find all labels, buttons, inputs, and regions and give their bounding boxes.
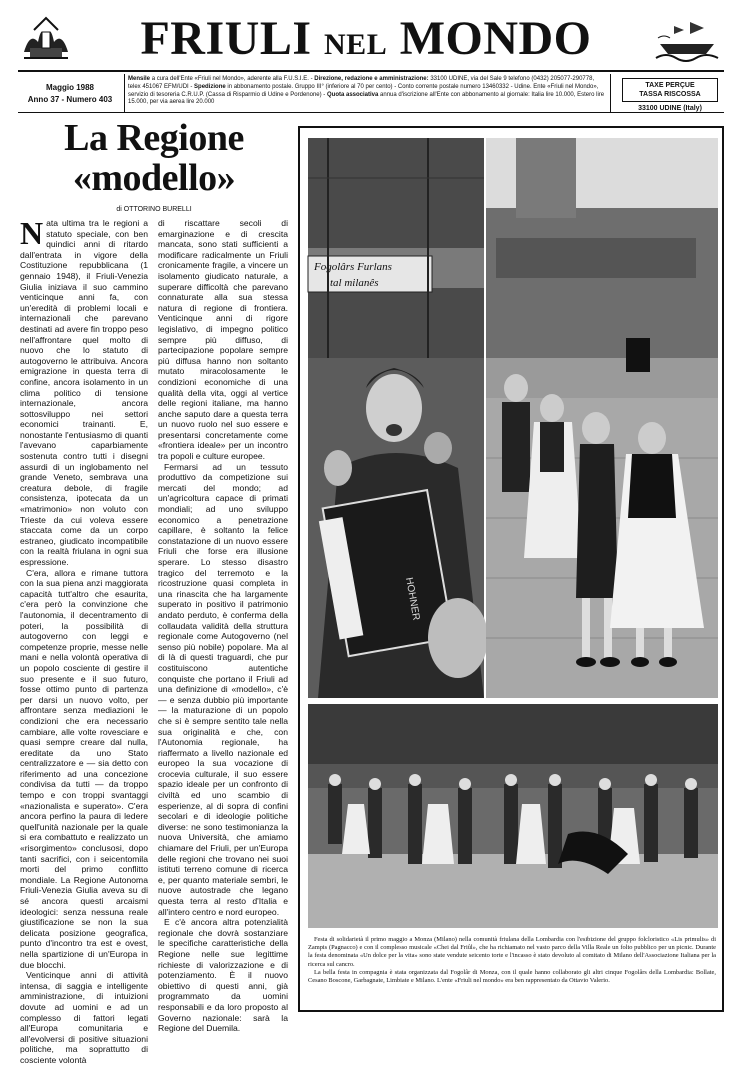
accordion-brand: HOHNER	[403, 576, 422, 622]
postage-city: 33100 UDINE (Italy)	[638, 105, 702, 112]
article-headline: La Regione «modello»	[64, 117, 244, 199]
col2-paragraph-1: di riscattare secoli di emarginazione e di crescita mancata, sono stati sufficienti a modificare radicalmente un Friuli cronicamente fragile, a vincere un isolamento giudicato naturale, a superare difficoltà che parevano connaturate alla sua stessa natura di regione di frontiera. Venticinque anni di rigore legislativo, di impegno politico sempre più diffuso, di partecipazione popolare sempre più diffusa hanno non soltanto mutato miracolosamente le condizioni economiche di una qualità della vita, oggi al vertice delle regioni italiane, ma hanno anche saputo dare a questa terra un nuovo ruolo nel suo essere e presentarsi concretamente come «frontiera ideale» per un incontro tra popoli e culture europee.	[158, 218, 288, 462]
drop-cap: N	[20, 215, 44, 251]
photo-folk-dancers	[486, 138, 718, 698]
col1-paragraph-3: Venticinque anni di attività intensa, di saggia e intelligente amministrazione, di intuizioni dovute ad uomini e ad un complesso di fattori legati all'Europa comunitaria e all'evolversi di positive situazioni politiche, ma soprattutto di cosciente volontà	[20, 970, 148, 1065]
caption-paragraph-2: La bella festa in compagnia è stata organizzata dal Fogolâr di Monza, con il quale hanno collaborato gli altri cinque Fogolârs della Lombardia: Bollate, Cesano Boscone, Garbagnate, Limbiate e Milano. L'ente «Friuli nel mondo» era ben rappresentato da Ottavio Valerio.	[308, 968, 716, 985]
col1-paragraph-2: C'era, allora e rimane tuttora con la sua piena anzi maggiorata capacità tutt'altro che esaurita, c'era però la convinzione che l'autonomia, il decentramento di poteri, la possibilità di autogoverno con leggi e competenze proprie, messe nelle mani e nella volontà operativa di un popolo cosciente di gestire il suo presente e il suo futuro, fosse ottimo punto di partenza per darsi un nuovo volto, per affrontare senza mediazioni le condizioni che era necessario cambiare, alle volte rovesciare e quasi sempre creare dal nulla, ereditate da uno Stato centralizzatore e — sia detto con riferimento ad una concezione condivisa da tutti — da troppo tempo e con troppi svantaggi «nazionalista e superato». C'era ancora perfino la paura di ledere quell'unità nazionale per la quale si era combattuto e realizzato un «risorgimento» conclusosi, dopo tanti sacrifici, con i seicentomila morti del primo conflitto mondiale. La Regione Autonoma Friuli-Venezia Giulia aveva su di sé ancora questi arcaismi ideologici: senza nessuna reale giustificazione se non la sua delicata posizione geografica, punto d'incontro tra est e ovest, nella spartizione di un'Europa in due blocchi.	[20, 567, 148, 970]
postage-stamp: TAXE PERÇUE TASSA RISCOSSA	[622, 78, 718, 102]
friuli-emblem-icon	[20, 12, 72, 64]
issue-divider-left	[124, 74, 125, 112]
photo-caption	[308, 936, 716, 985]
col2-paragraph-3: E c'è ancora altra potenzialità regionale che dovrà sostanziare le specifiche caratteristiche della Regione nelle sue legittime richieste di valorizzazione e di potenziamento. È il nuovo obiettivo di questi anni, già programmato da uomini responsabili e da loro proposto al Governo nazionale: sarà la Regione del Duemila.	[158, 917, 288, 1034]
photo-accordion-player	[308, 138, 484, 698]
banner-text-1: Fogolârs Furlans	[314, 261, 392, 273]
issue-volume: Anno 37 - Numero 403	[27, 95, 113, 104]
masthead	[18, 8, 724, 70]
masthead-title: FRIULI NEL MONDO	[140, 12, 592, 65]
issue-info-bar	[18, 74, 724, 116]
publisher-info: Mensile a cura dell'Ente «Friuli nel Mondo», aderente alla F.U.S.I.E. - Direzione, redazione e amministrazione: 33100 UDINE, via del Sale 9 telefono (0432) 205077-290778, telex 451067 EFM/UDI - Spedizione in abbonamento postale. Gruppo III° (inferiore al 70 per cento) - Conto corrente postale numero 13460332 - Udine. Ente «Friuli nel Mondo», servizio di tesoreria C.R.U.P. (Cassa di Risparmio di Udine e Pordenone) - Quota associativa annua d'iscrizione all'Ente con abbonamento al giornale: Italia lire 10.000, Estero lire 15.000, per via aerea lire 20.000	[128, 76, 605, 106]
issue-rule	[18, 112, 724, 113]
col2-paragraph-2: Fermarsi ad un tessuto produttivo da competizione sui mercati del mondo; ad un'agricoltura capace di primati mondiali; ad uno sviluppo economico a penetrazione capillare, è soltanto la felice constatazione di un nuovo essere Friuli che forse era illusione sperare. Lo stesso disastro tragico del terremoto e la ricostruzione quasi completa in una rinascita che ha largamente superato in positivo il patrimonio andato perduto, è conferma della collaudata validità della struttura regionale come Autogoverno (nel senso più nobile) popolare. Ma al di là di questi traguardi, che pur costituiscono autentiche conquiste che portano il Friuli ad una definizione di «modello», c'è — e senza dubbio più importante — la maturazione di un popolo che si è sempre sentito tale nella sua originalità e che, con l'Autonomia regionale, ha riaffermato a livello nazionale ed europeo la sua vocazione di crocevia culturale, il suo essere spazio ideale per un confronto di civiltà ed uno scambio di esperienze, al di sopra di confini secolari e di ideologie politiche diverse: ne sono testimonianza la nuova Università, che amiamo chiamare del Friuli, per un'Europa delle regioni che trovano nei suoi istituti terreno comune di ricerca e, per quanto materiale sembri, le nuove autostrade che legano questa terra al resto d'Italia e all'intero centro e nord europeo.	[158, 461, 288, 917]
issue-date-block	[18, 82, 122, 106]
banner-text-2: tal milanês	[330, 277, 379, 289]
caption-paragraph-1: Festa di solidarietà il primo maggio a Monza (Milano) nella comunità friulana della Lombardia con l'esibizione del gruppo folcloristico «Lis primulis» di Zampis (Pagnacco) e con il complesso musicale «Chei dal Friûl», che ha richiamato nel vasto parco della Villa Reale un folto pubblico per un picnic. Durante la festa denominata «Un dolce per la vita» sono state vendute seicento torte e l'incasso è stato devoluto al comitato di Milano dell'Associazione Italiana per la ricerca sul cancro.	[308, 936, 716, 968]
article-column-1	[20, 215, 148, 1065]
photo-panel	[298, 126, 724, 1012]
issue-date: Maggio 1988	[45, 83, 94, 92]
article-byline: di OTTORINO BURELLI	[116, 206, 192, 213]
postage-block	[616, 78, 724, 112]
col1-paragraph-1: ata ultima tra le regioni a statuto speciale, con ben quindici anni di ritardo dall'entrata in vigore della Costituzione repubblicana (1 gennaio 1948), il Friuli-Venezia Giulia iniziava il suo cammino venticinque anni fa, con un'eredità di problemi locali e internazionali che parevano destinati ad avere fin troppo peso nell'affrontare quel molto di nuovo che lo statuto di autogoverno le attribuiva. Ancora emigrazione in questa terra di confine, ancora isolamento in un clima politico di tensione internazionale, ancora sottosviluppo nei settori economici trainanti. E, nonostante l'entusiasmo di quanti l'avevano caparbiamente sostenuta contro tutti i disegni assurdi di un inglobamento nel grande Veneto, sembrava una creatura debole, di fragile consistenza, ipotecata da un «matrimonio» non voluto con Trieste da cui voleva essere staccata come da un corpo estraneo, giudicato incompatibile con la realtà friulana in ogni sua espressione.	[20, 218, 148, 567]
photo-group-dance	[308, 704, 718, 928]
masthead-rule	[18, 70, 724, 72]
issue-divider-right	[610, 74, 611, 112]
article-column-2	[158, 218, 288, 1034]
ship-emblem-icon	[654, 18, 720, 62]
newspaper-page	[18, 8, 724, 1065]
